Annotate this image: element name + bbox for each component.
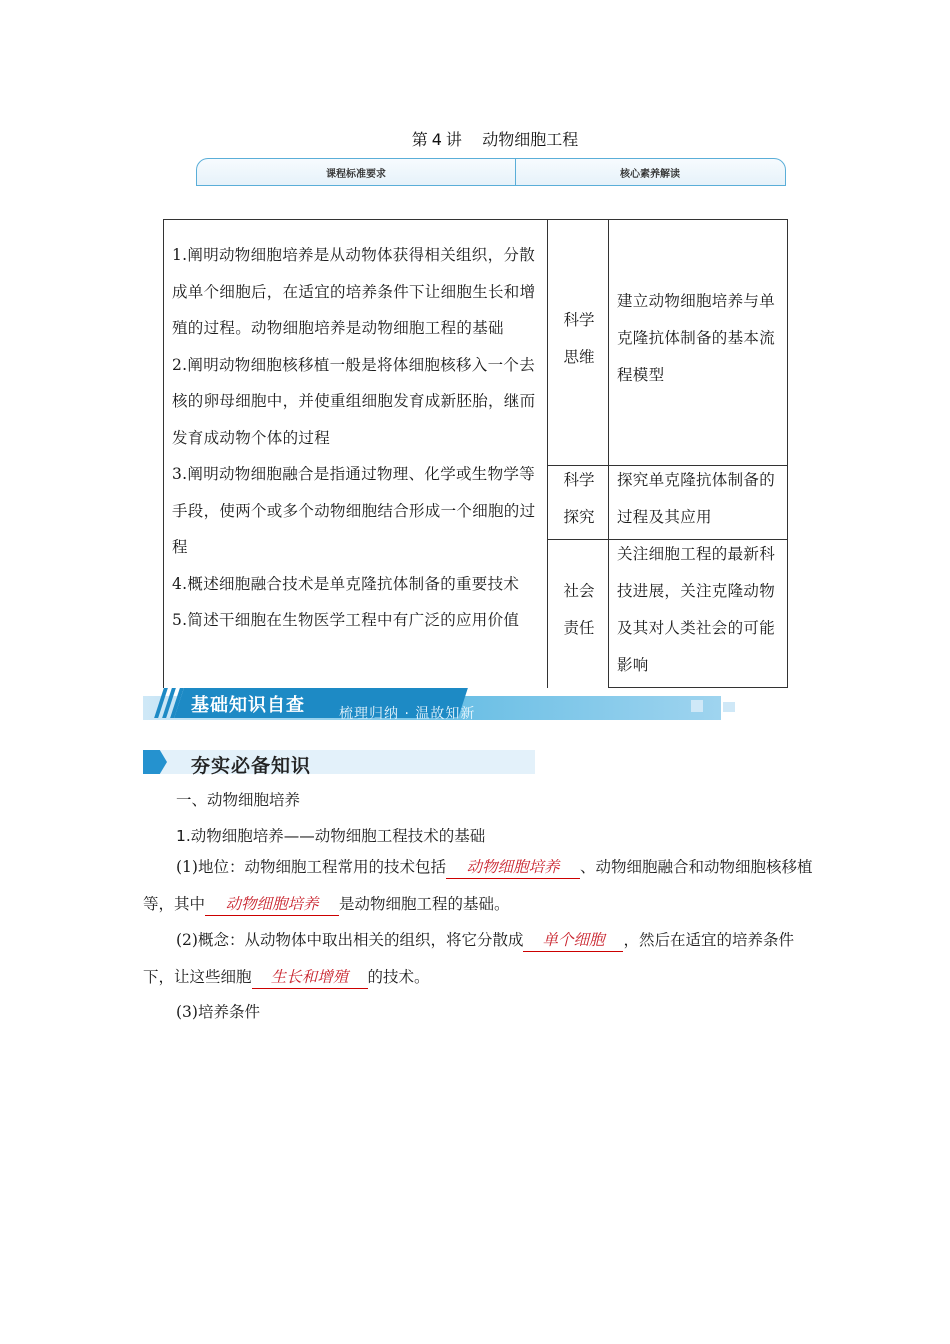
standard-item: 2.阐明动物细胞核移植一般是将体细胞核移入一个去核的卵母细胞中，并使重组细胞发育成新胚胎，继而发育成动物个体的过程: [172, 355, 536, 447]
section-banner: [143, 688, 743, 722]
standard-item: 1.阐明动物细胞培养是从动物体获得相关组织，分散成单个细胞后，在适宜的培养条件下让细胞生长和增殖的过程。动物细胞培养是动物细胞工程的基础: [172, 246, 536, 337]
standard-item: 3.阐明动物细胞融合是指通过物理、化学或生物学等手段，使两个或多个动物细胞结合形成一个细胞的过程: [172, 465, 536, 556]
table-header-bar: [196, 158, 786, 186]
course-standards-list: [172, 237, 544, 639]
literacy-desc-thinking: 建立动物细胞培养与单克隆抗体制备的基本流程模型: [617, 292, 776, 384]
banner-title: 基础知识自查: [191, 695, 305, 716]
heading-level1: 一、动物细胞培养: [176, 791, 301, 809]
answer-blank: 动物细胞培养: [205, 893, 339, 916]
literacy-label-responsibility: 社会 责任: [563, 582, 595, 637]
arrow-icon: [143, 750, 167, 774]
header-course-standards: 课程标准要求: [197, 159, 516, 185]
standards-table: [163, 219, 788, 688]
literacy-label-thinking: 科学 思维: [563, 311, 595, 366]
header-core-literacy: 核心素养解读: [620, 168, 680, 180]
standard-item: 4.概述细胞融合技术是单克隆抗体制备的重要技术: [172, 574, 520, 593]
paragraph-concept: (2)概念：从动物体中取出相关的组织，将它分散成 单个细胞 ，然后在适宜的培养条件下，让这些细胞 生长和增殖 的技术。: [143, 922, 813, 996]
answer-blank: 动物细胞培养: [446, 856, 580, 879]
heading-level2: 1.动物细胞培养——动物细胞工程技术的基础: [176, 827, 486, 845]
sub-section-title: 夯实必备知识: [191, 755, 312, 777]
paragraph-conditions: (3)培养条件: [176, 1003, 260, 1021]
sub-section-banner: [143, 750, 535, 777]
literacy-desc-inquiry: 探究单克隆抗体制备的过程及其应用: [617, 471, 776, 526]
answer-blank: 生长和增殖: [252, 966, 368, 989]
standard-item: 5.简述干细胞在生物医学工程中有广泛的应用价值: [172, 611, 520, 629]
page-title: 第 4 讲 动物细胞工程: [411, 130, 579, 149]
banner-subtitle: 梳理归纳 · 温故知新: [339, 706, 476, 722]
literacy-label-inquiry: 科学 探究: [563, 471, 595, 526]
paragraph-status: (1)地位：动物细胞工程常用的技术包括 动物细胞培养 、动物细胞融合和动物细胞核移植等，其中 动物细胞培养 是动物细胞工程的基础。: [143, 849, 813, 923]
answer-blank: 单个细胞: [523, 929, 623, 952]
literacy-desc-responsibility: 关注细胞工程的最新科技进展，关注克隆动物及其对人类社会的可能影响: [617, 545, 776, 674]
